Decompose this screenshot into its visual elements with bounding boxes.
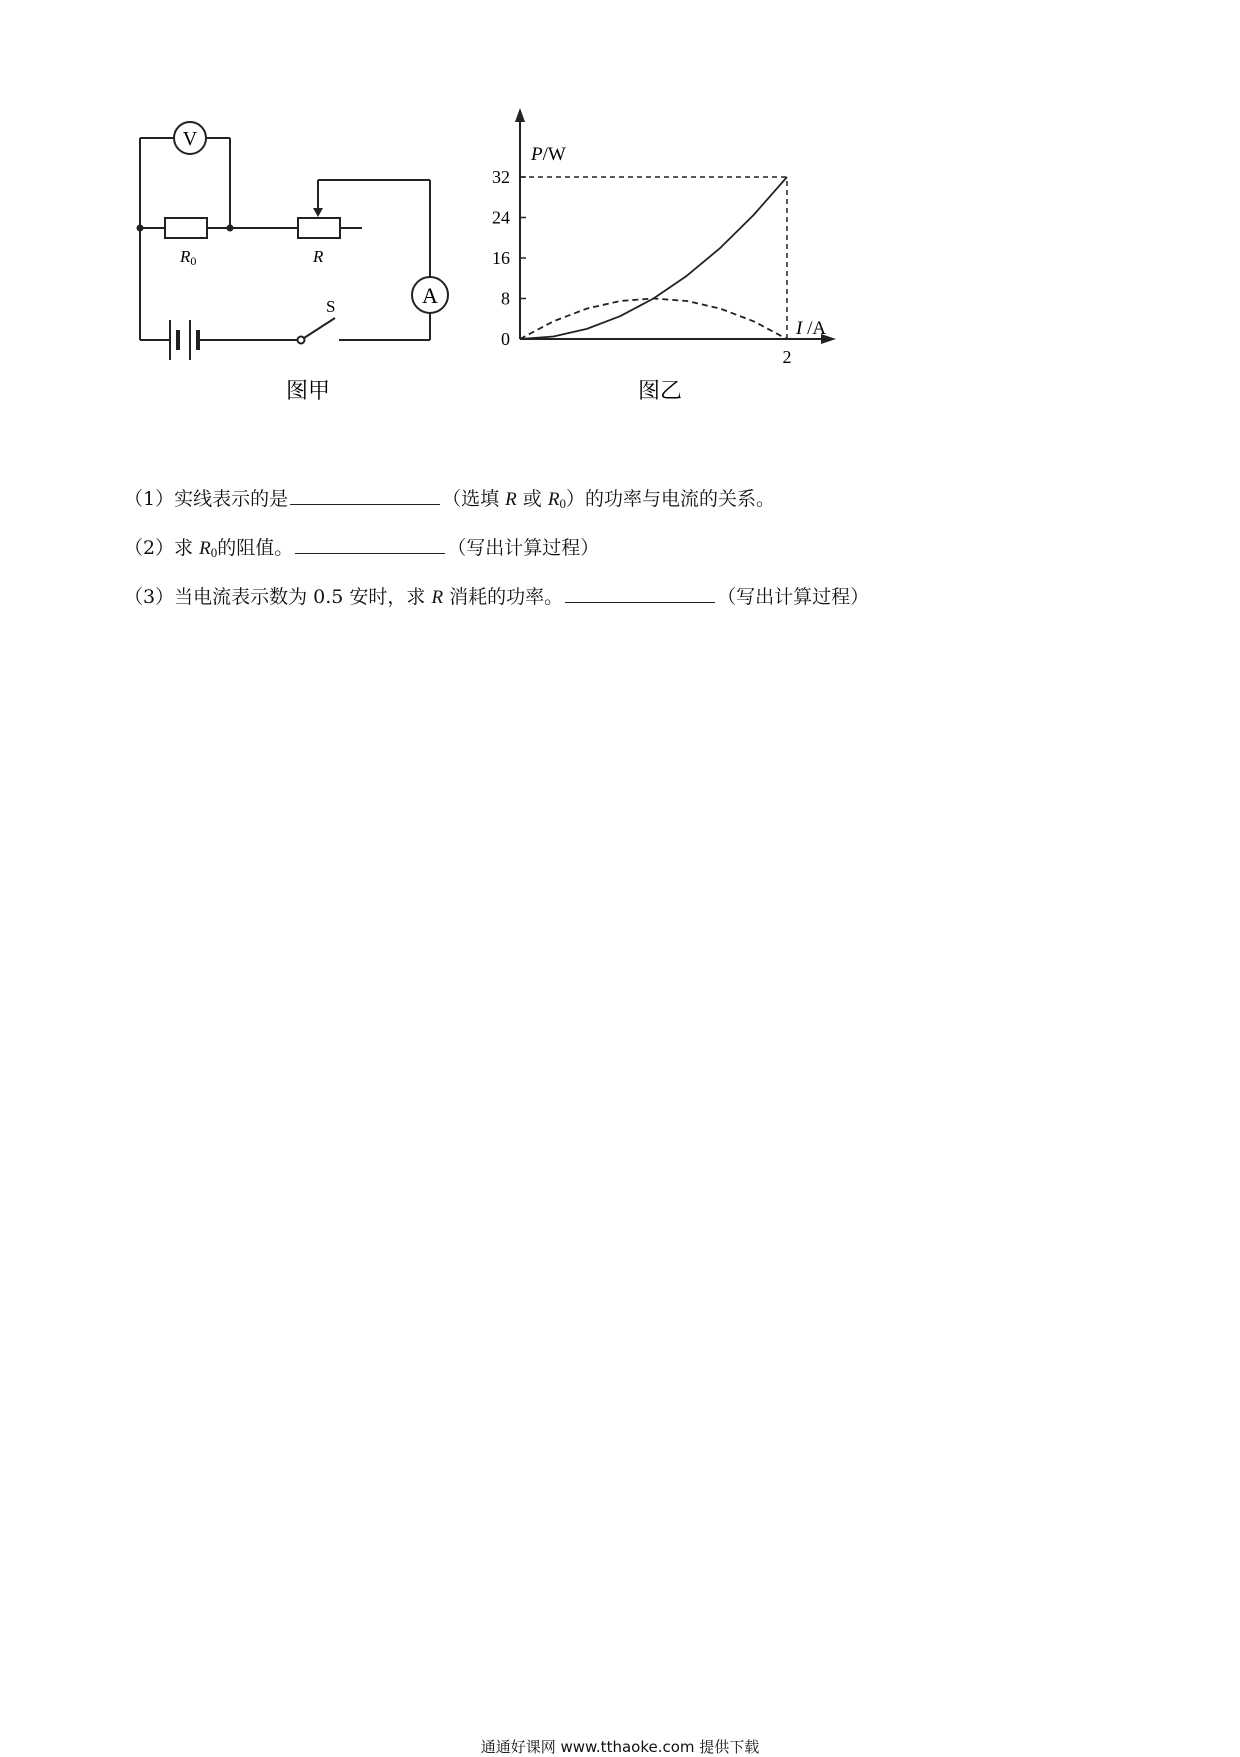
- y-tick-label: 8: [501, 288, 510, 309]
- question-text: 或: [516, 488, 548, 510]
- symbol-r: R: [431, 587, 444, 608]
- answer-blank[interactable]: [295, 535, 445, 554]
- question-text: 当电流表示数为 0.5 安时，求: [174, 586, 432, 608]
- junction-dot: [137, 225, 144, 232]
- question-text: （写出计算过程）: [717, 586, 870, 608]
- question-number: （3）: [124, 586, 175, 608]
- question-text: ）的功率与电流的关系。: [565, 488, 775, 510]
- y-tick-label: 32: [492, 167, 510, 187]
- question-number: （1）: [124, 488, 175, 510]
- reference-lines: [520, 177, 787, 339]
- slider-arrow-icon: [313, 208, 323, 217]
- answer-blank[interactable]: [565, 584, 715, 603]
- question-text: （写出计算过程）: [447, 537, 600, 559]
- symbol-r0: R: [199, 538, 211, 559]
- symbol-r0: R: [547, 489, 560, 510]
- junction-dot: [227, 225, 234, 232]
- battery-icon: [170, 320, 198, 360]
- symbol-subscript: 0: [559, 496, 566, 511]
- y-tick-label: 24: [492, 207, 510, 228]
- question-2: [124, 533, 599, 561]
- resistor-r0-icon: [165, 218, 207, 238]
- x-tick-label: 2: [782, 347, 792, 367]
- question-text: 消耗的功率。: [443, 586, 564, 608]
- answer-blank[interactable]: [290, 486, 440, 505]
- rheostat-r-icon: [298, 218, 340, 238]
- series-lines: [520, 177, 787, 339]
- question-text: 的阻值。: [217, 537, 294, 559]
- figure-a-caption: 图甲: [285, 379, 331, 404]
- symbol-r: R: [505, 489, 517, 510]
- y-axis-label: P/W: [531, 144, 566, 165]
- question-1: [124, 484, 775, 512]
- question-text: 求: [174, 537, 200, 559]
- switch-label: S: [326, 297, 336, 316]
- circuit-diagram: [120, 100, 460, 410]
- x-axis-label: I /A: [796, 318, 827, 339]
- r-label: R: [313, 247, 324, 266]
- switch-icon: [298, 318, 336, 344]
- r0-label: R0: [180, 247, 197, 268]
- y-tick-label: 16: [492, 248, 510, 268]
- solid-series-line: [520, 177, 787, 339]
- y-tick-label: 0: [501, 329, 510, 349]
- y-axis-arrow-icon: [515, 108, 525, 122]
- question-3: [124, 582, 869, 609]
- voltmeter-label: V: [182, 128, 198, 150]
- ammeter-label: A: [422, 283, 438, 308]
- symbol-subscript: 0: [210, 545, 218, 560]
- power-current-graph: [470, 100, 870, 410]
- question-number: （2）: [124, 537, 175, 559]
- question-text: 实线表示的是: [174, 488, 289, 510]
- question-text: （选填: [442, 488, 506, 510]
- figure-b-caption: 图乙: [637, 379, 683, 404]
- dashed-series-line: [520, 299, 787, 340]
- page-footer: 通通好课网 www.tthaoke.com 提供下载: [480, 1738, 760, 1756]
